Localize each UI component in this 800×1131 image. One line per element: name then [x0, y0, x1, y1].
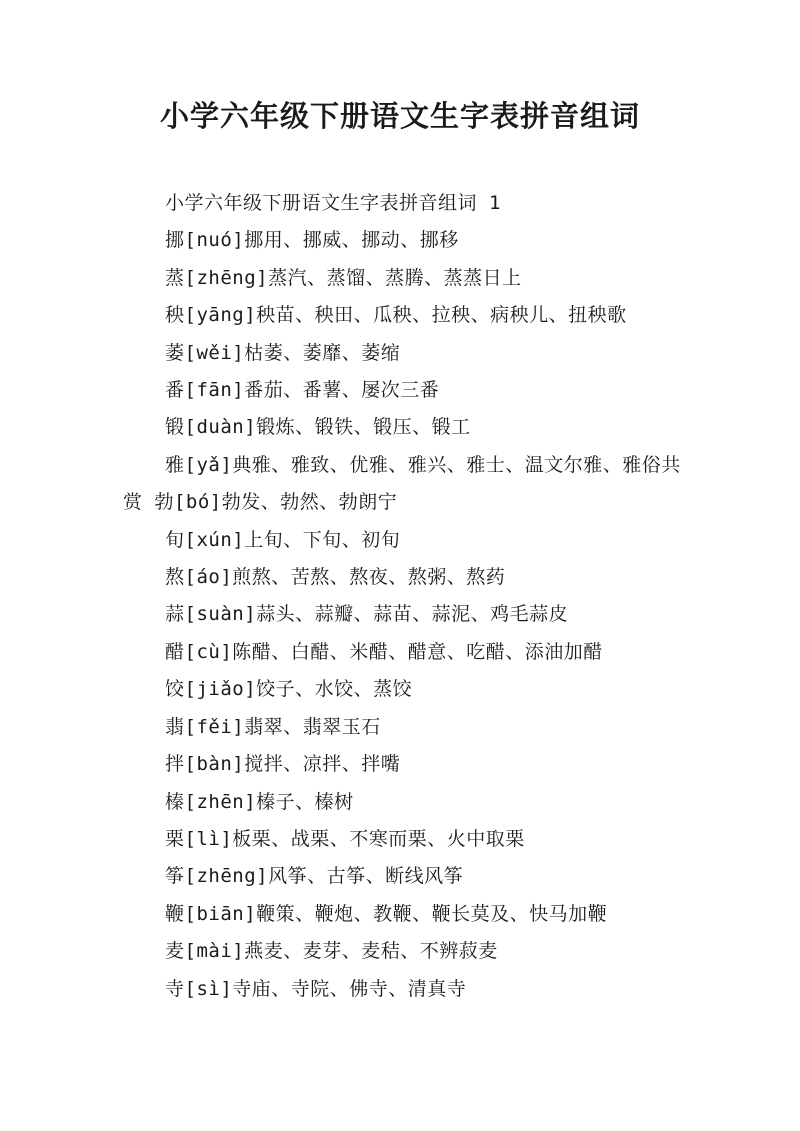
word-entry: 秧[yāng]秧苗、秧田、瓜秧、拉秧、病秧儿、扭秧歌	[165, 304, 627, 327]
word-entry: 麦[mài]燕麦、麦芽、麦秸、不辨菽麦	[165, 940, 498, 963]
word-entry: 拌[bàn]搅拌、凉拌、拌嘴	[165, 753, 401, 776]
word-entry: 挪[nuó]挪用、挪威、挪动、挪移	[165, 229, 459, 252]
word-entry: 萎[wěi]枯萎、萎靡、萎缩	[165, 341, 401, 364]
word-entry: 番[fān]番茄、番薯、屡次三番	[165, 379, 440, 402]
word-entry: 翡[fěi]翡翠、翡翠玉石	[165, 715, 381, 738]
word-entry: 蒜[suàn]蒜头、蒜瓣、蒜苗、蒜泥、鸡毛蒜皮	[165, 603, 569, 626]
word-entry: 醋[cù]陈醋、白醋、米醋、醋意、吃醋、添油加醋	[165, 640, 603, 663]
word-entry: 栗[lì]板栗、战栗、不寒而栗、火中取栗	[165, 827, 525, 850]
word-entry: 蒸[zhēng]蒸汽、蒸馏、蒸腾、蒸蒸日上	[165, 266, 522, 289]
word-entry: 锻[duàn]锻炼、锻铁、锻压、锻工	[165, 416, 471, 439]
word-entry: 饺[jiǎo]饺子、水饺、蒸饺	[165, 678, 413, 701]
word-entry: 雅[yǎ]典雅、雅致、优雅、雅兴、雅士、温文尔雅、雅俗共赏 勃[bó]勃发、勃然、勃朗宁	[123, 453, 681, 514]
document-body	[123, 185, 683, 1008]
document-title: 小学六年级下册语文生字表拼音组词	[159, 99, 640, 133]
word-entry: 旬[xún]上旬、下旬、初旬	[165, 528, 401, 551]
section-heading: 小学六年级下册语文生字表拼音组词 1	[165, 192, 501, 214]
word-entry: 寺[sì]寺庙、寺院、佛寺、清真寺	[165, 977, 467, 1000]
word-entry: 熬[áo]煎熬、苦熬、熬夜、熬粥、熬药	[165, 566, 506, 589]
word-entry: 鞭[biān]鞭策、鞭炮、教鞭、鞭长莫及、快马加鞭	[165, 902, 608, 925]
word-entry: 筝[zhēng]风筝、古筝、断线风筝	[165, 865, 464, 888]
word-entry: 榛[zhēn]榛子、榛树	[165, 790, 354, 813]
